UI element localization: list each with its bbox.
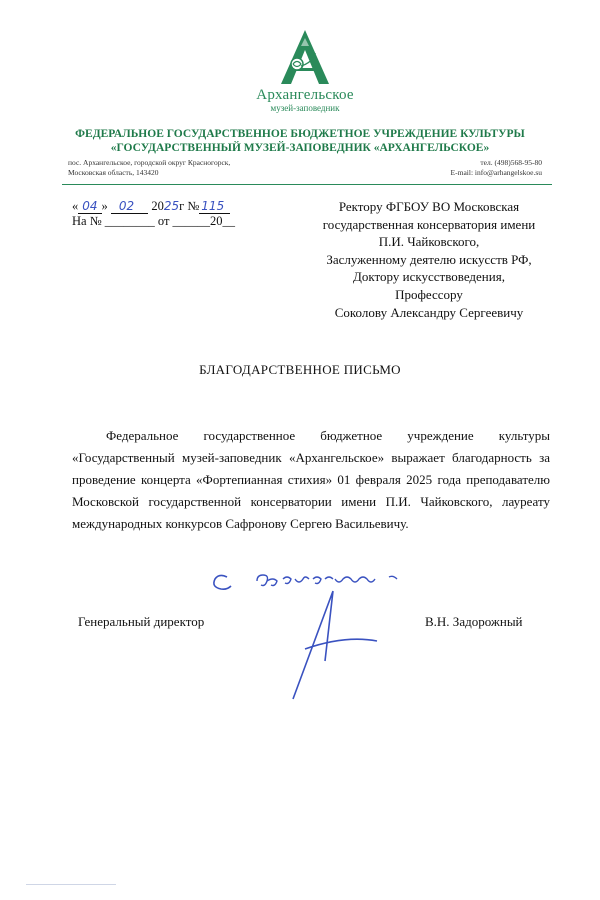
header-divider <box>62 184 552 185</box>
footer-divider <box>26 884 116 885</box>
logo-name: Архангельское <box>256 87 354 103</box>
addressee-line: Заслуженному деятелю искусств РФ, <box>326 251 532 267</box>
contact-info <box>451 158 542 178</box>
letter-body: Федеральное государственное бюджетное учреждение культуры «Государственный музей-заповедник «Архангельское» выражает благодарность за проведение концерта «Фортепианная стихия» 01 февраля 2025 года преподавателю Московской государственной консерватории имени П.И. Чайковского, лауреату международных конкурсов Сафронову Сергею Васильевичу. <box>72 428 550 531</box>
registration-day: 04 <box>82 199 98 213</box>
letter-title: БЛАГОДАРСТВЕННОЕ ПИСЬМО <box>199 362 401 377</box>
registration-date-number <box>72 198 230 214</box>
addressee-block <box>300 198 558 321</box>
phone: тел. (498)568-95-80 <box>480 158 542 167</box>
address-line1: пос. Архангельское, городской округ Красногорск, <box>68 158 231 167</box>
open-quote: « <box>72 199 79 213</box>
registration-number: 115 <box>201 199 225 213</box>
address-line2: Московская область, 143420 <box>68 168 159 177</box>
addressee-line: государственная консерватория имени <box>322 216 536 232</box>
green-letter-a-with-rose-icon <box>275 28 335 86</box>
reference-line: На № ________ от ______20__ <box>72 214 236 228</box>
signatory-name: В.Н. Задорожный <box>425 614 523 629</box>
addressee-line: Соколову Александру Сергеевичу <box>334 304 524 320</box>
addressee-line: П.И. Чайковского, <box>378 234 480 250</box>
registration-month: 02 <box>118 199 135 213</box>
year-prefix: 20 <box>151 199 164 213</box>
number-label: № <box>187 199 200 213</box>
postal-address <box>68 158 230 178</box>
signatory-role: Генеральный директор <box>78 614 205 629</box>
organization-name-line1: ФЕДЕРАЛЬНОЕ ГОСУДАРСТВЕННОЕ БЮДЖЕТНОЕ УЧРЕЖДЕНИЕ КУЛЬТУРЫ <box>75 128 525 140</box>
logo-subtitle: музей-заповедник <box>270 103 340 113</box>
handwritten-signature <box>205 565 405 705</box>
addressee-line: Профессору <box>395 286 463 302</box>
email: E-mail: info@arhangelskoe.su <box>450 168 542 177</box>
close-quote: » <box>101 199 108 213</box>
registration-year: 25 <box>163 199 180 213</box>
addressee-line: Ректору ФГБОУ ВО Московская <box>338 199 520 214</box>
year-tail: г <box>179 199 185 213</box>
organization-name-line2: «ГОСУДАРСТВЕННЫЙ МУЗЕЙ-ЗАПОВЕДНИК «АРХАНГЕЛЬСКОЕ» <box>110 142 490 154</box>
museum-logo <box>250 28 360 113</box>
addressee-line: Доктору искусствоведения, <box>353 269 505 285</box>
